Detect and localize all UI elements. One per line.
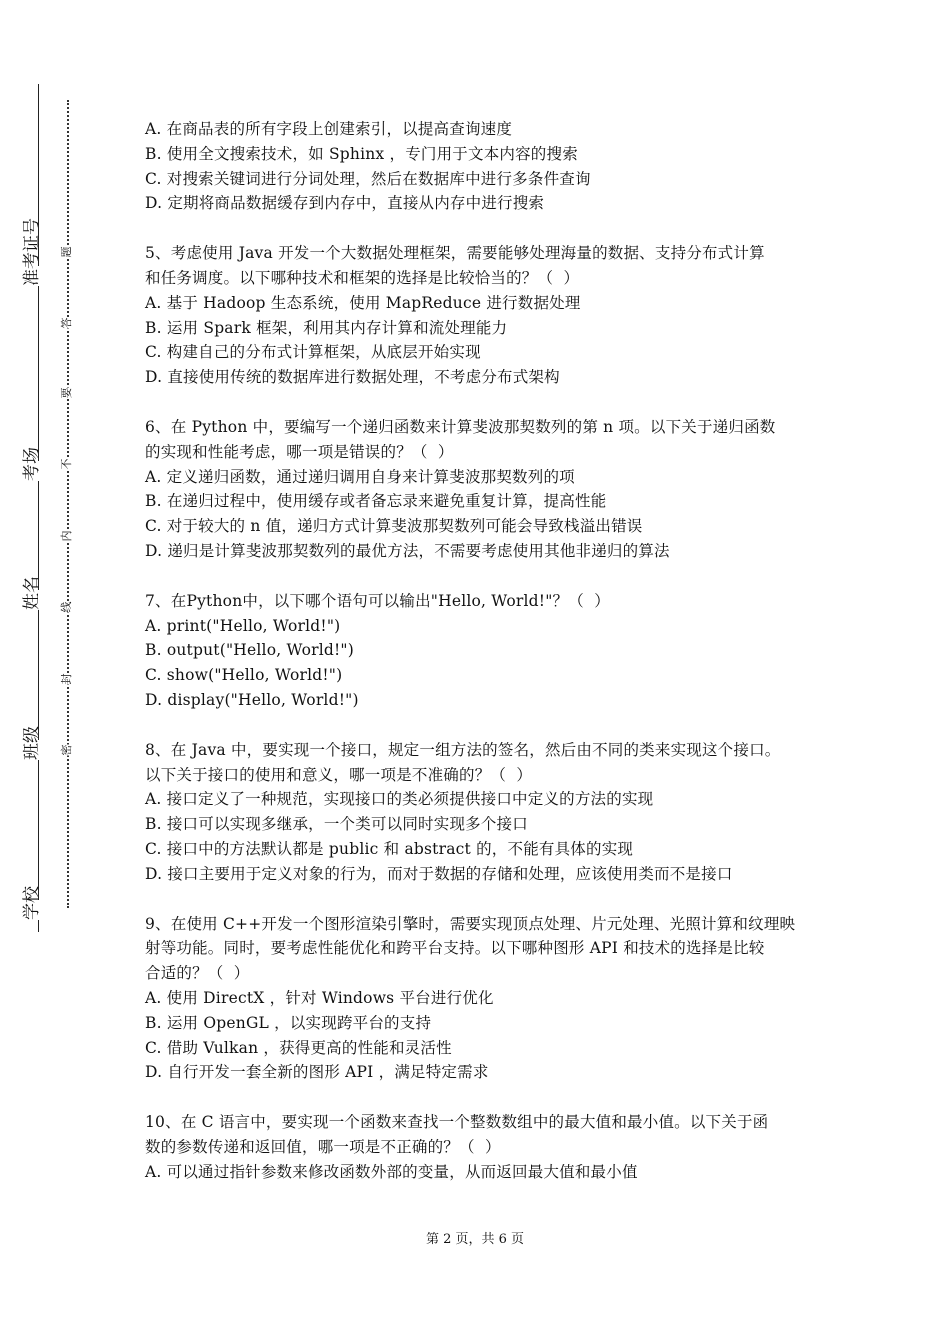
- question-stem: 射等功能。同时，要考虑性能优化和跨平台支持。以下哪种图形 API 和技术的选择是比较: [145, 939, 765, 958]
- seal-char: 要: [60, 387, 73, 399]
- field-exam-room: 考场: [22, 447, 42, 481]
- option-d: D. 直接使用传统的数据库进行数据处理，不考虑分布式架构: [145, 368, 560, 387]
- seal-char: 不: [60, 458, 73, 470]
- option-b: B. output("Hello, World!"): [145, 641, 354, 660]
- question-stem: 合适的？（ ）: [145, 964, 250, 983]
- seal-char: 答: [60, 317, 73, 329]
- option-c: C. 对于较大的 n 值，递归方式计算斐波那契数列可能会导致栈溢出错误: [145, 517, 643, 536]
- question-stem: 9、在使用 C++开发一个图形渲染引擎时，需要实现顶点处理、片元处理、光照计算和纹理映: [145, 914, 796, 933]
- option-d: D. 接口主要用于定义对象的行为，而对于数据的存储和处理，应该使用类而不是接口: [145, 864, 733, 883]
- option-c: C. 对搜索关键词进行分词处理，然后在数据库中进行多条件查询: [145, 169, 591, 188]
- question-stem: 10、在 C 语言中，要实现一个函数来查找一个整数数组中的最大值和最小值。以下关于函: [145, 1113, 769, 1132]
- option-a: A. 基于 Hadoop 生态系统，使用 MapReduce 进行数据处理: [145, 293, 581, 312]
- field-school: 学校: [22, 886, 42, 920]
- option-a: A. 在商品表的所有字段上创建索引，以提高查询速度: [145, 120, 513, 138]
- question-8: [145, 738, 825, 887]
- question-stem: 的实现和性能考虑，哪一项是错误的？（ ）: [145, 442, 454, 461]
- question-stem: 5、考虑使用 Java 开发一个大数据处理框架，需要能够处理海量的数据、支持分布式计算: [145, 244, 765, 263]
- question-9: [145, 912, 825, 1086]
- question-stem: 6、在 Python 中，要编写一个递归函数来计算斐波那契数列的第 n 项。以下关于递归函数: [145, 417, 776, 436]
- option-d: D. 自行开发一套全新的图形 API ，满足特定需求: [145, 1063, 489, 1082]
- option-c: C. show("Hello, World!"): [145, 666, 343, 685]
- seal-char: 题: [60, 246, 73, 258]
- seal-dotted-line: [67, 100, 69, 908]
- question-6: [145, 415, 825, 564]
- seal-char: 线: [60, 601, 73, 613]
- seal-char: 密: [60, 744, 73, 756]
- option-a: A. 接口定义了一种规范，实现接口的类必须提供接口中定义的方法的实现: [145, 790, 654, 809]
- option-a: A. print("Hello, World!"): [145, 616, 341, 635]
- option-c: C. 构建自己的分布式计算框架，从底层开始实现: [145, 343, 481, 362]
- question-10: [145, 1110, 825, 1184]
- question-stem: 以下关于接口的使用和意义，哪一项是不准确的？（ ）: [145, 765, 533, 784]
- question-content: [145, 117, 825, 1209]
- option-b: B. 使用全文搜索技术，如 Sphinx ，专门用于文本内容的搜索: [145, 144, 578, 163]
- binding-strip: [0, 0, 110, 1344]
- option-d: D. display("Hello, World!"): [145, 690, 359, 709]
- question-stem: 数的参数传递和返回值，哪一项是不正确的？（ ）: [145, 1137, 501, 1156]
- field-exam-number: 准考证号: [22, 218, 42, 286]
- option-d: D. 定期将商品数据缓存到内存中，直接从内存中进行搜索: [145, 194, 545, 213]
- option-d: D. 递归是计算斐波那契数列的最优方法，不需要考虑使用其他非递归的算法: [145, 541, 670, 560]
- field-class: 班级: [22, 726, 42, 760]
- seal-char: 封: [60, 673, 73, 685]
- question-stem: 7、在Python中，以下哪个语句可以输出"Hello, World!"？（ ）: [145, 591, 610, 610]
- option-c: C. 借助 Vulkan ，获得更高的性能和灵活性: [145, 1038, 452, 1057]
- option-a: A. 定义递归函数，通过递归调用自身来计算斐波那契数列的项: [145, 467, 575, 486]
- question-4-options: [145, 117, 825, 216]
- option-c: C. 接口中的方法默认都是 public 和 abstract 的，不能有具体的实现: [145, 839, 634, 858]
- page-footer: 第 2 页，共 6 页: [425, 1232, 525, 1247]
- option-b: B. 运用 OpenGL ，以实现跨平台的支持: [145, 1013, 432, 1032]
- question-stem: 8、在 Java 中，要实现一个接口，规定一组方法的签名，然后由不同的类来实现这个接口。: [145, 740, 781, 759]
- option-a: A. 可以通过指针参数来修改函数外部的变量，从而返回最大值和最小值: [145, 1162, 638, 1181]
- option-b: B. 接口可以实现多继承，一个类可以同时实现多个接口: [145, 815, 528, 834]
- question-5: [145, 241, 825, 390]
- option-b: B. 在递归过程中，使用缓存或者备忘录来避免重复计算，提高性能: [145, 492, 607, 511]
- question-stem: 和任务调度。以下哪种技术和框架的选择是比较恰当的？（ ）: [145, 268, 580, 287]
- option-b: B. 运用 Spark 框架，利用其内存计算和流处理能力: [145, 318, 508, 337]
- binding-solid-line: [38, 84, 39, 932]
- option-a: A. 使用 DirectX ，针对 Windows 平台进行优化: [145, 988, 494, 1007]
- field-name: 姓名: [22, 576, 42, 610]
- question-7: [145, 589, 825, 713]
- seal-char: 内: [60, 530, 73, 542]
